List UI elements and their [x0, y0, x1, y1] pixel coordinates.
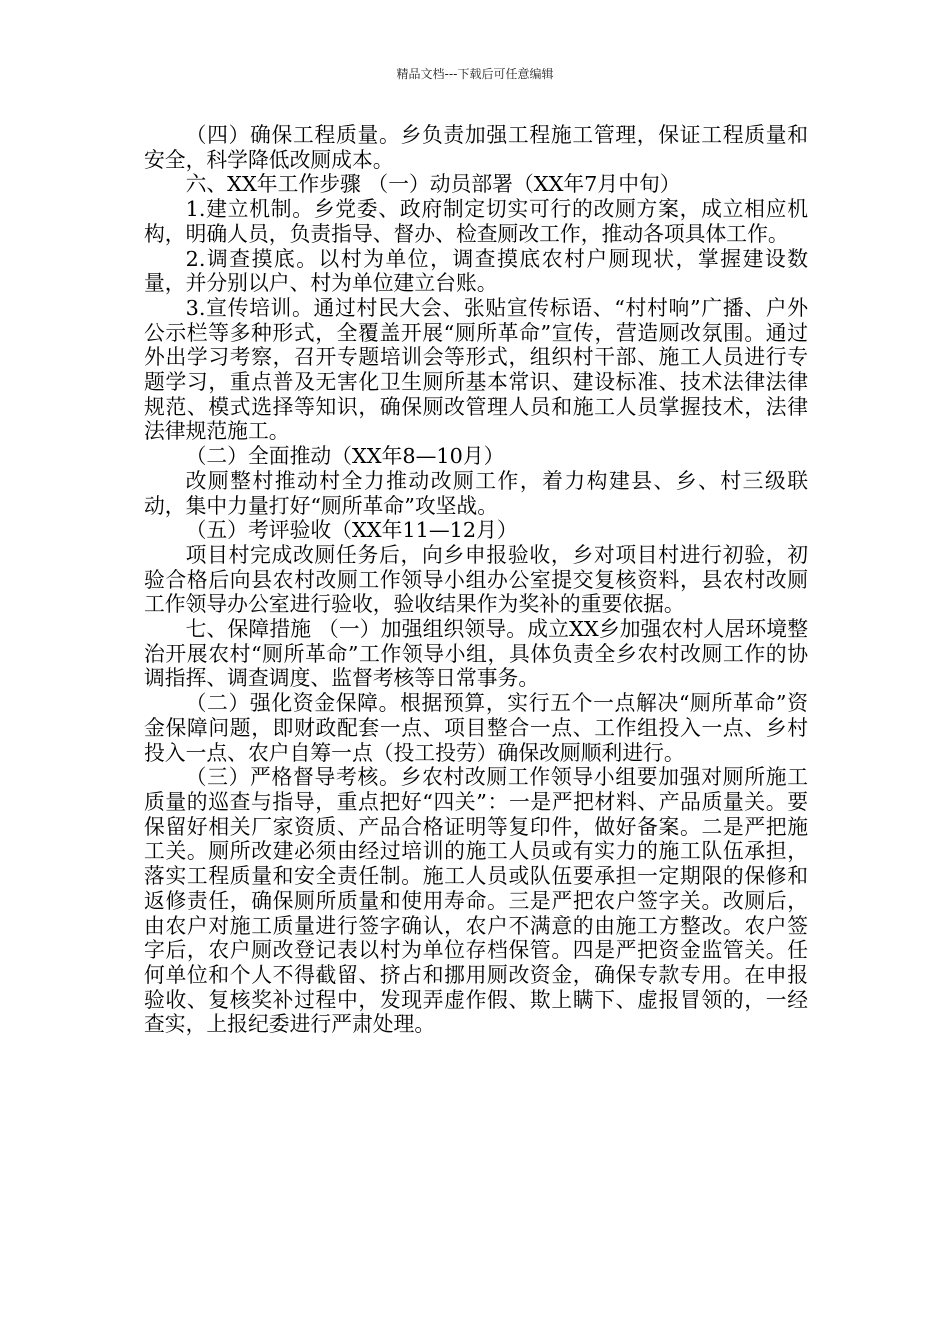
- page-header: 精品文档---下载后可任意编辑: [396, 67, 554, 81]
- paragraph-full-promotion: 改厕整村推动村全力推动改厕工作，着力构建县、乡、村三级联动，集中力量打好“厕所革命”攻坚战。: [144, 468, 808, 518]
- document-body: [144, 123, 808, 1037]
- paragraph-supervision: （三）严格督导考核。乡农村改厕工作领导小组要加强对厕所施工质量的巡查与指导，重点把好“四关”：一是严把材料、产品质量关。要保留好相关厂家资质、产品合格证明等复印件，做好备案。二是严把施工关。厕所改建必须由经过培训的施工人员或有实力的施工队伍承担，落实工程质量和安全责任制。施工人员或队伍要承担一定期限的保修和返修责任，确保厕所质量和使用寿命。三是严把农户签字关。改厕后，由农户对施工质量进行签字确认，农户不满意的由施工方整改。农户签字后，农户厕改登记表以村为单位存档保管。四是严把资金监管关。任何单位和个人不得截留、挤占和挪用厕改资金，确保专款专用。在申报验收、复核奖补过程中，发现弄虚作假、欺上瞒下、虚报冒领的，一经查实，上报纪委进行严肃处理。: [144, 765, 808, 1037]
- paragraph-evaluation: 项目村完成改厕任务后，向乡申报验收，乡对项目村进行初验，初验合格后向县农村改厕工作领导小组办公室提交复核资料，县农村改厕工作领导办公室进行验收，验收结果作为奖补的重要依据。: [144, 542, 808, 617]
- paragraph-evaluation-heading: （五）考评验收（XX年11—12月）: [185, 518, 518, 543]
- paragraph-survey: 2.调查摸底。以村为单位，调查摸底农村户厕现状，掌握建设数量，并分别以户、村为单位建立台账。: [144, 246, 808, 296]
- paragraph-safeguard-measures: 七、保障措施 （一）加强组织领导。成立XX乡加强农村人居环境整治开展农村“厕所革命”工作领导小组，具体负责全乡农村改厕工作的协调指挥、调查调度、监督考核等日常事务。: [144, 617, 808, 691]
- paragraph-work-steps: 六、XX年工作步骤 （一）动员部署（XX年7月中旬）: [185, 172, 681, 197]
- paragraph-full-promotion-heading: （二）全面推动（XX年8—10月）: [185, 444, 505, 469]
- paragraph-ensure-quality: （四）确保工程质量。乡负责加强工程施工管理，保证工程质量和安全，科学降低改厕成本。: [144, 123, 808, 172]
- paragraph-establish-mechanism: 1.建立机制。乡党委、政府制定切实可行的改厕方案，成立相应机构，明确人员，负责指导、督办、检查厕改工作，推动各项具体工作。: [144, 197, 808, 246]
- paragraph-publicity-training: 3.宣传培训。通过村民大会、张贴宣传标语、“村村响”广播、户外公示栏等多种形式，全覆盖开展“厕所革命”宣传，营造厕改氛围。通过外出学习考察，召开专题培训会等形式，组织村干部、施工人员进行专题学习，重点普及无害化卫生厕所基本常识、建设标准、技术法律法律规范、模式选择等知识，确保厕改管理人员和施工人员掌握技术，法律法律规范施工。: [144, 295, 808, 444]
- paragraph-funding: （二）强化资金保障。根据预算，实行五个一点解决“厕所革命”资金保障问题，即财政配套一点、项目整合一点、工作组投入一点、乡村投入一点、农户自筹一点（投工投劳）确保改厕顺利进行。: [144, 691, 808, 765]
